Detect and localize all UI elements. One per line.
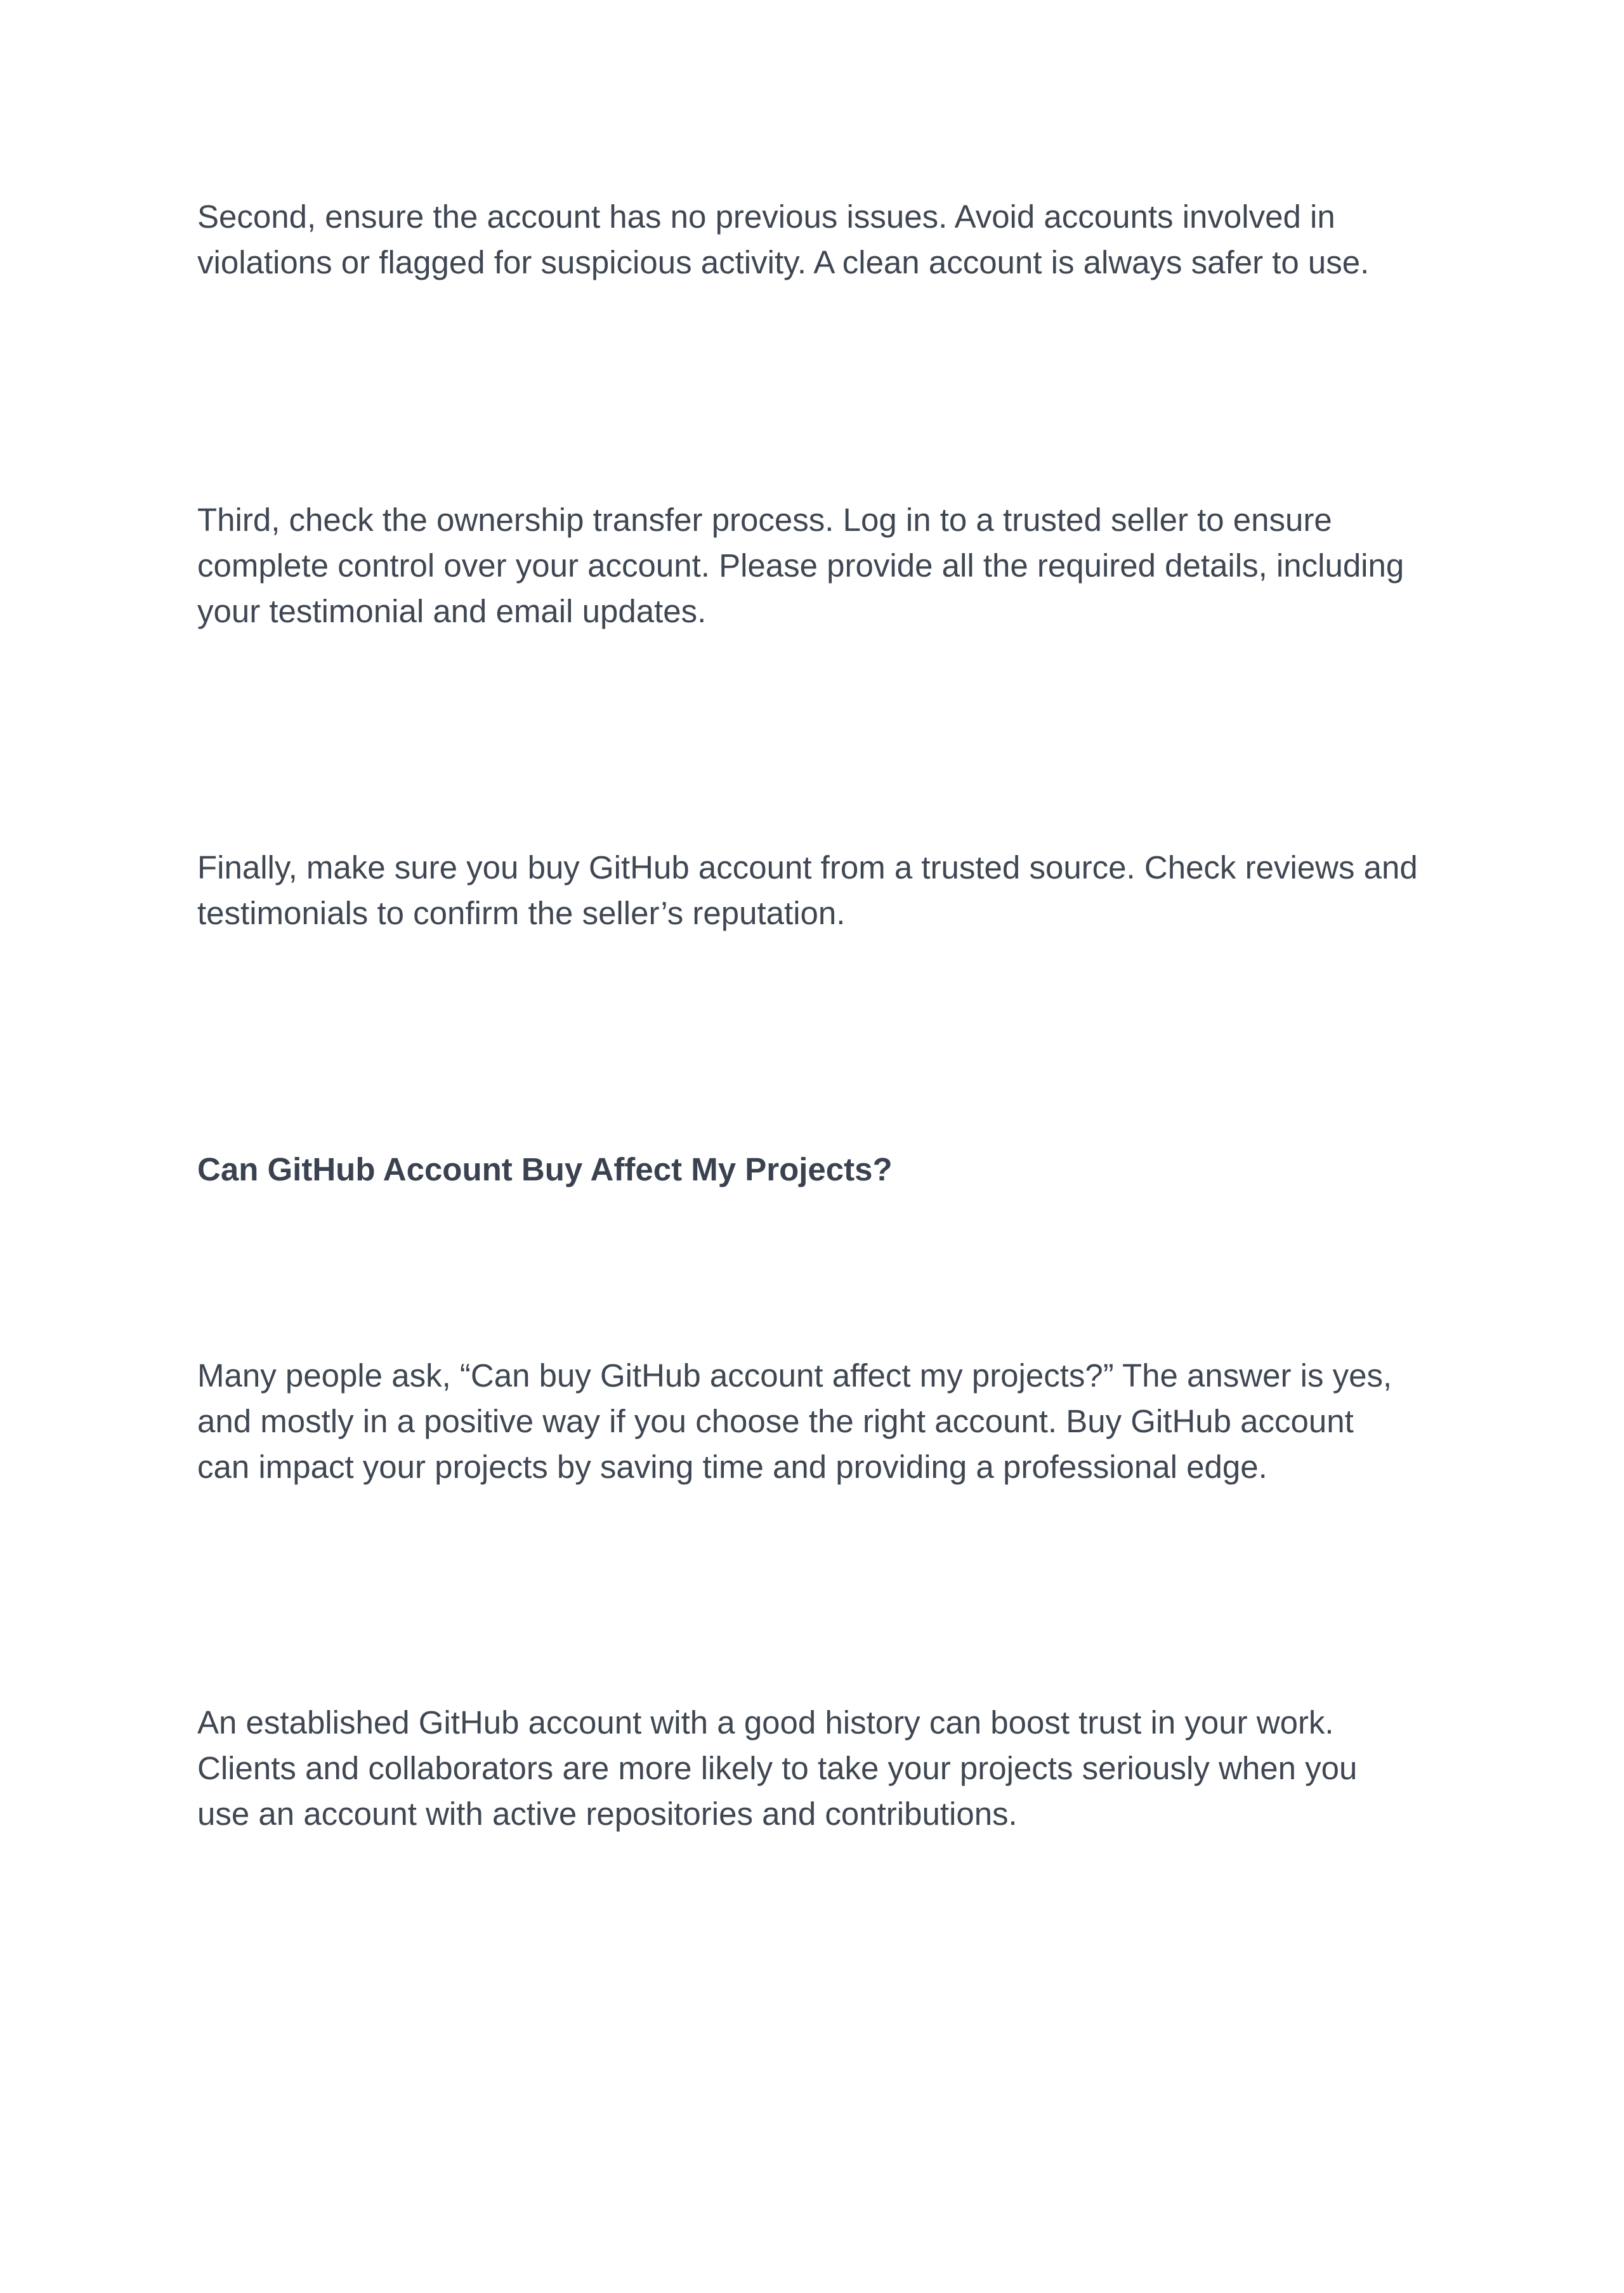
- paragraph-line: Clients and collaborators are more likely to take your projects seriously when you: [197, 1750, 1358, 1786]
- paragraph-line: Finally, make sure you buy GitHub account from a trusted source. Check reviews and: [197, 849, 1418, 885]
- paragraph-line: An established GitHub account with a good history can boost trust in your work.: [197, 1704, 1334, 1741]
- paragraph-affect-projects: [197, 1353, 1466, 1490]
- paragraph-line: use an account with active repositories and contributions.: [197, 1796, 1018, 1832]
- paragraph-line: your testimonial and email updates.: [197, 593, 707, 629]
- paragraph-trusted-source: [197, 845, 1466, 936]
- paragraph-line: Many people ask, “Can buy GitHub account affect my projects?” The answer is yes,: [197, 1357, 1392, 1394]
- paragraph-line: and mostly in a positive way if you choose the right account. Buy GitHub account: [197, 1403, 1354, 1439]
- paragraph-established-account: [197, 1700, 1466, 1837]
- paragraph-line: complete control over your account. Please provide all the required details, including: [197, 547, 1405, 584]
- paragraph-line: Second, ensure the account has no previous issues. Avoid accounts involved in: [197, 199, 1335, 235]
- paragraph-line: Third, check the ownership transfer process. Log in to a trusted seller to ensure: [197, 502, 1332, 538]
- section-heading: Can GitHub Account Buy Affect My Projects?: [197, 1151, 893, 1187]
- paragraph-account-issues: [197, 194, 1466, 285]
- paragraph-line: testimonials to confirm the seller’s reputation.: [197, 895, 846, 931]
- paragraph-line: can impact your projects by saving time and providing a professional edge.: [197, 1449, 1267, 1485]
- paragraph-line: violations or flagged for suspicious activity. A clean account is always safer to use.: [197, 244, 1370, 280]
- paragraph-ownership-transfer: [197, 497, 1466, 634]
